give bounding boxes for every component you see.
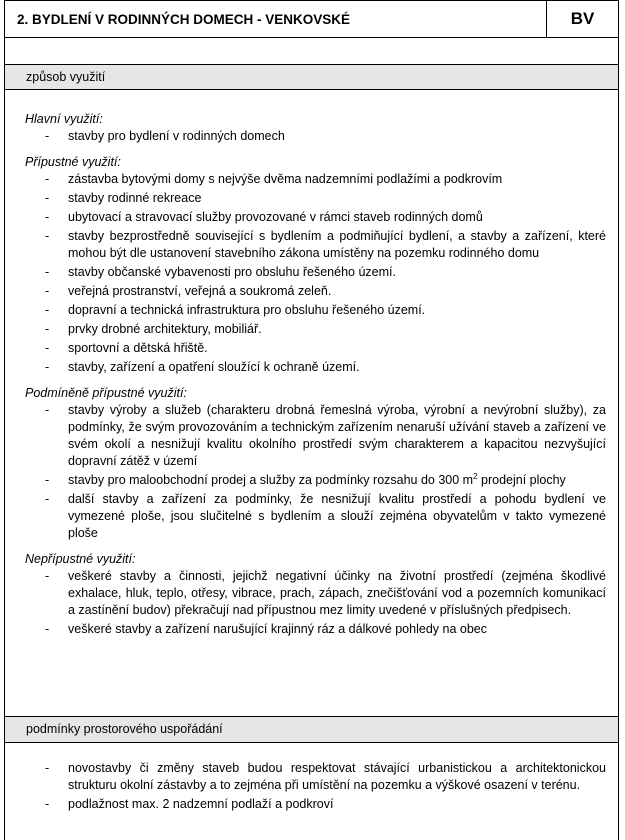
list-item: - další stavby a zařízení za podmínky, že nesnižují kvalitu prostředí a pohodu bydlení ve vymezené ploše, jsou slučitelné s bydlením a slouží zejména obyvatelům v takto vymezené ploše [25,491,606,542]
list-item: - stavby bezprostředně související s bydlením a podmiňující bydlení, a stavby a zařízení, které mohou být dle ustanovení stavebního zákona umístěny na pozemku rodinného domu [25,228,606,262]
list-item: - veškeré stavby a zařízení narušující krajinný ráz a dálkové pohledy na obec [25,621,606,638]
list-item: - stavby občanské vybavenosti pro obsluhu řešeného území. [25,264,606,281]
heading-conditional-use: Podmíněně přípustné využití: [25,386,187,400]
list-item: - novostavby či změny staveb budou respektovat stávající urbanistickou a architektonickou strukturu okolní zástavby a to zejména při umístění na pozemku a výškové osazení v terénu. [25,760,606,794]
section-bar-spatial [5,716,618,743]
list-conditional-use [25,402,606,542]
list-main-use [25,128,606,145]
zone-header [5,0,618,38]
heading-permitted-use: Přípustné využití: [25,155,121,169]
section-label-usage: způsob využití [26,70,106,84]
retail-text-end: prodejní plochy [477,473,566,487]
list-item: - podlažnost max. 2 nadzemní podlaží a podkroví [25,796,606,813]
zone-title: 2. BYDLENÍ V RODINNÝCH DOMECH - VENKOVSKÉ [17,12,351,27]
list-item: - stavby pro bydlení v rodinných domech [25,128,606,145]
spatial-content [25,760,606,815]
list-item: - veškeré stavby a činnosti, jejichž negativní účinky na životní prostředí (zejména škodlivé exhalace, hluk, teplo, otřesy, vibrace, prach, zápach, znečišťování vod a pozemních komunikací a zastínění budov) překračují nad přípustnou mez limity uvedené v příslušných předpisech. [25,568,606,619]
list-prohibited-use [25,568,606,638]
list-spatial-conditions [25,760,606,813]
heading-main-use: Hlavní využití: [25,112,103,126]
area-unit-superscript: 2 [473,471,478,481]
section-bar-usage [5,64,618,90]
list-item: - stavby, zařízení a opatření sloužící k ochraně území. [25,359,606,376]
list-item-retail [25,472,606,489]
list-item: - stavby výroby a služeb (charakteru drobná řemeslná výroba, výrobní a nevýrobní služby), za podmínky, že svým provozováním a technickým zařízením nenaruší užívání staveb a zařízení ve svém okolí a nesnižují kvalitu okolního prostředí svým charakterem a kapacitou nezvyšující dopravní zátěž v území [25,402,606,470]
list-item: - prvky drobné architektury, mobiliář. [25,321,606,338]
usage-content [25,111,606,640]
list-item: - zástavba bytovými domy s nejvýše dvěma nadzemními podlažími a podkrovím [25,171,606,188]
page-frame [4,0,619,840]
list-item: - ubytovací a stravovací služby provozované v rámci staveb rodinných domů [25,209,606,226]
list-item: - stavby rodinné rekreace [25,190,606,207]
zone-code: BV [570,9,595,28]
list-permitted-use [25,171,606,376]
list-item: - dopravní a technická infrastruktura pro obsluhu řešeného území. [25,302,606,319]
section-label-spatial: podmínky prostorového uspořádání [26,722,223,736]
retail-text: stavby pro maloobchodní prodej a služby za podmínky rozsahu do 300 m [68,473,474,487]
heading-prohibited-use: Nepřípustné využití: [25,552,136,566]
zone-code-box [546,1,618,38]
list-item: - veřejná prostranství, veřejná a soukromá zeleň. [25,283,606,300]
list-item: - sportovní a dětská hřiště. [25,340,606,357]
